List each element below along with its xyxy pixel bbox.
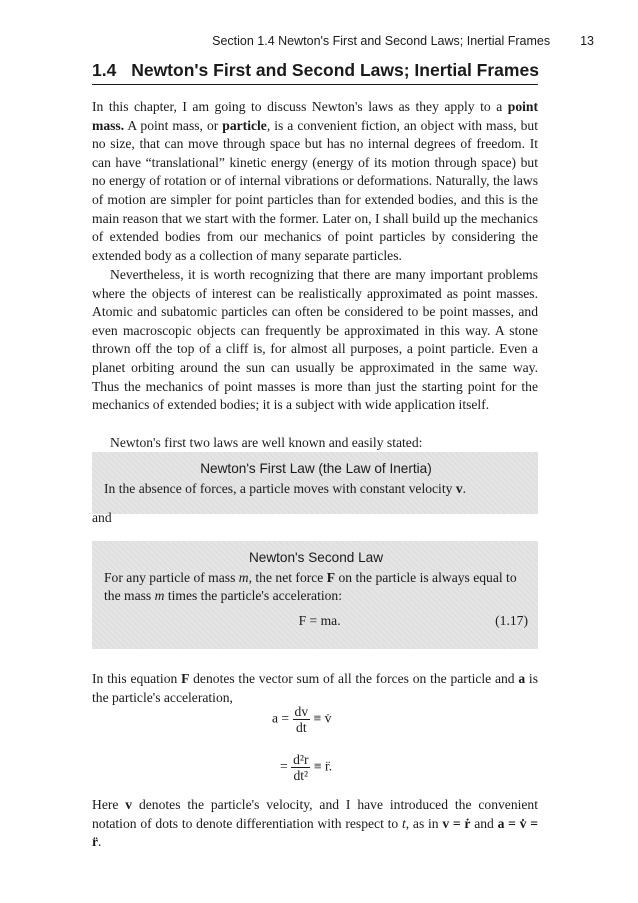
p1-text-a: In this chapter, I am going to discuss Newton's laws as they apply to a [92, 99, 508, 114]
paragraph-4 [92, 670, 538, 707]
sl-F: F [326, 569, 336, 585]
p5-text-d: and [470, 815, 498, 831]
eq2-lhs: = [280, 758, 288, 774]
p5-eq1: v = ṙ [442, 815, 471, 831]
sl-m1: m [238, 569, 249, 585]
equation-1-17 [104, 612, 528, 631]
first-law-box [92, 452, 538, 514]
paragraph-1 [92, 98, 538, 265]
eq1-numerator: dv [294, 704, 309, 719]
paragraph-5 [92, 796, 538, 852]
sl-text-c: on the particle is always equal to the mass [104, 569, 517, 604]
equation-number: (1.17) [495, 612, 528, 628]
first-law-end: . [462, 480, 467, 496]
p5-t: t [401, 815, 406, 831]
sl-text-a: For any particle of mass [104, 569, 239, 585]
p5-text-b: denotes the particle's velocity, and I have introduced the convenient notation of dots to denote differentiation with respect to [92, 797, 539, 831]
second-law-heading: Newton's Second Law [248, 550, 384, 565]
running-head [92, 34, 594, 48]
term-point-mass: point mass. [92, 99, 538, 133]
sl-m2: m [154, 588, 165, 604]
eq2-rhs: ≡ r̈. [313, 758, 333, 774]
second-law-box [92, 541, 538, 649]
first-law-text: In the absence of forces, a particle moves with constant velocity [104, 480, 456, 496]
sl-text-b: , the net force [248, 569, 327, 585]
p5-eq2: a = v̇ = r̈ [92, 815, 538, 850]
first-law-heading: Newton's First Law (the Law of Inertia) [200, 461, 432, 476]
p4-text-c: is the particle's acceleration, [92, 671, 539, 705]
d2r-dt2-fraction [291, 752, 310, 783]
running-head-section: Section 1.4 Newton's First and Second Laws; Inertial Frames [212, 34, 551, 48]
first-law-v: v [455, 480, 463, 496]
p5-text-c: , as in [405, 815, 443, 831]
p4-text-b: denotes the vector sum of all the forces on the particle and [189, 671, 519, 686]
p1-text-b: A point mass, or [124, 117, 223, 133]
eq1-denominator: dt [296, 720, 307, 735]
eq1-rhs: ≡ v̇ [313, 710, 332, 726]
sl-text-d: times the particle's acceleration: [164, 588, 342, 604]
p3-text: Newton's first two laws are well known and easily stated: [110, 435, 423, 450]
p5-text-a: Here [92, 797, 126, 812]
p4-a: a [518, 671, 526, 686]
first-law-body [104, 480, 528, 499]
and-connector: and [92, 510, 112, 525]
equation-f-ma: F = ma. [298, 612, 341, 628]
section-title-text: Newton's First and Second Laws; Inertial Frames [131, 60, 539, 80]
eq1-lhs: a = [272, 710, 290, 726]
eq2-numerator: d²r [293, 752, 309, 767]
section-number: 1.4 [92, 60, 117, 80]
dv-dt-fraction [293, 704, 311, 735]
p4-F: F [181, 671, 190, 686]
acceleration-eq-line-1 [272, 704, 331, 735]
p1-text-c: , is a convenient fiction, an object with mass, but no size, that can move through space but has no internal degrees of freedom. It can have “translational” kinetic energy (energy of its motion through space) but no energy of rotation or of internal vibrations or deformations. Naturally, the laws of motion are simpler for point particles than for extended bodies, and this is the main reason that we start with the former. Later on, I shall build up the mechanics of extended bodies from our mechanics of point particles by considering the extended body as a collection of many separate particles. [92, 117, 538, 263]
eq2-denominator: dt² [293, 768, 309, 783]
page-number: 13 [580, 34, 594, 48]
paragraph-3 [92, 434, 538, 453]
acceleration-eq-line-2 [280, 752, 332, 783]
second-law-body [104, 569, 528, 606]
p4-text-a: In this equation [92, 671, 182, 686]
p2-text: Nevertheless, it is worth recognizing that there are many important problems where the objects of interest can be realistically approximated as point masses. Atomic and subatomic particles can often be considered to be point masses, and even macroscopic objects can frequently be approximated in this way. A stone thrown off the top of a cliff is, for almost all purposes, a point particle. Even a planet orbiting around the sun can usually be approximated in the same way. Thus the mechanics of point masses is more than just the starting point for the mechanics of extended bodies; it is a subject with wide application itself. [92, 267, 538, 413]
p5-text-e: . [98, 834, 102, 850]
p5-v: v [125, 797, 133, 812]
term-particle: particle [222, 117, 267, 133]
paragraph-2 [92, 266, 538, 415]
section-title [92, 60, 538, 85]
